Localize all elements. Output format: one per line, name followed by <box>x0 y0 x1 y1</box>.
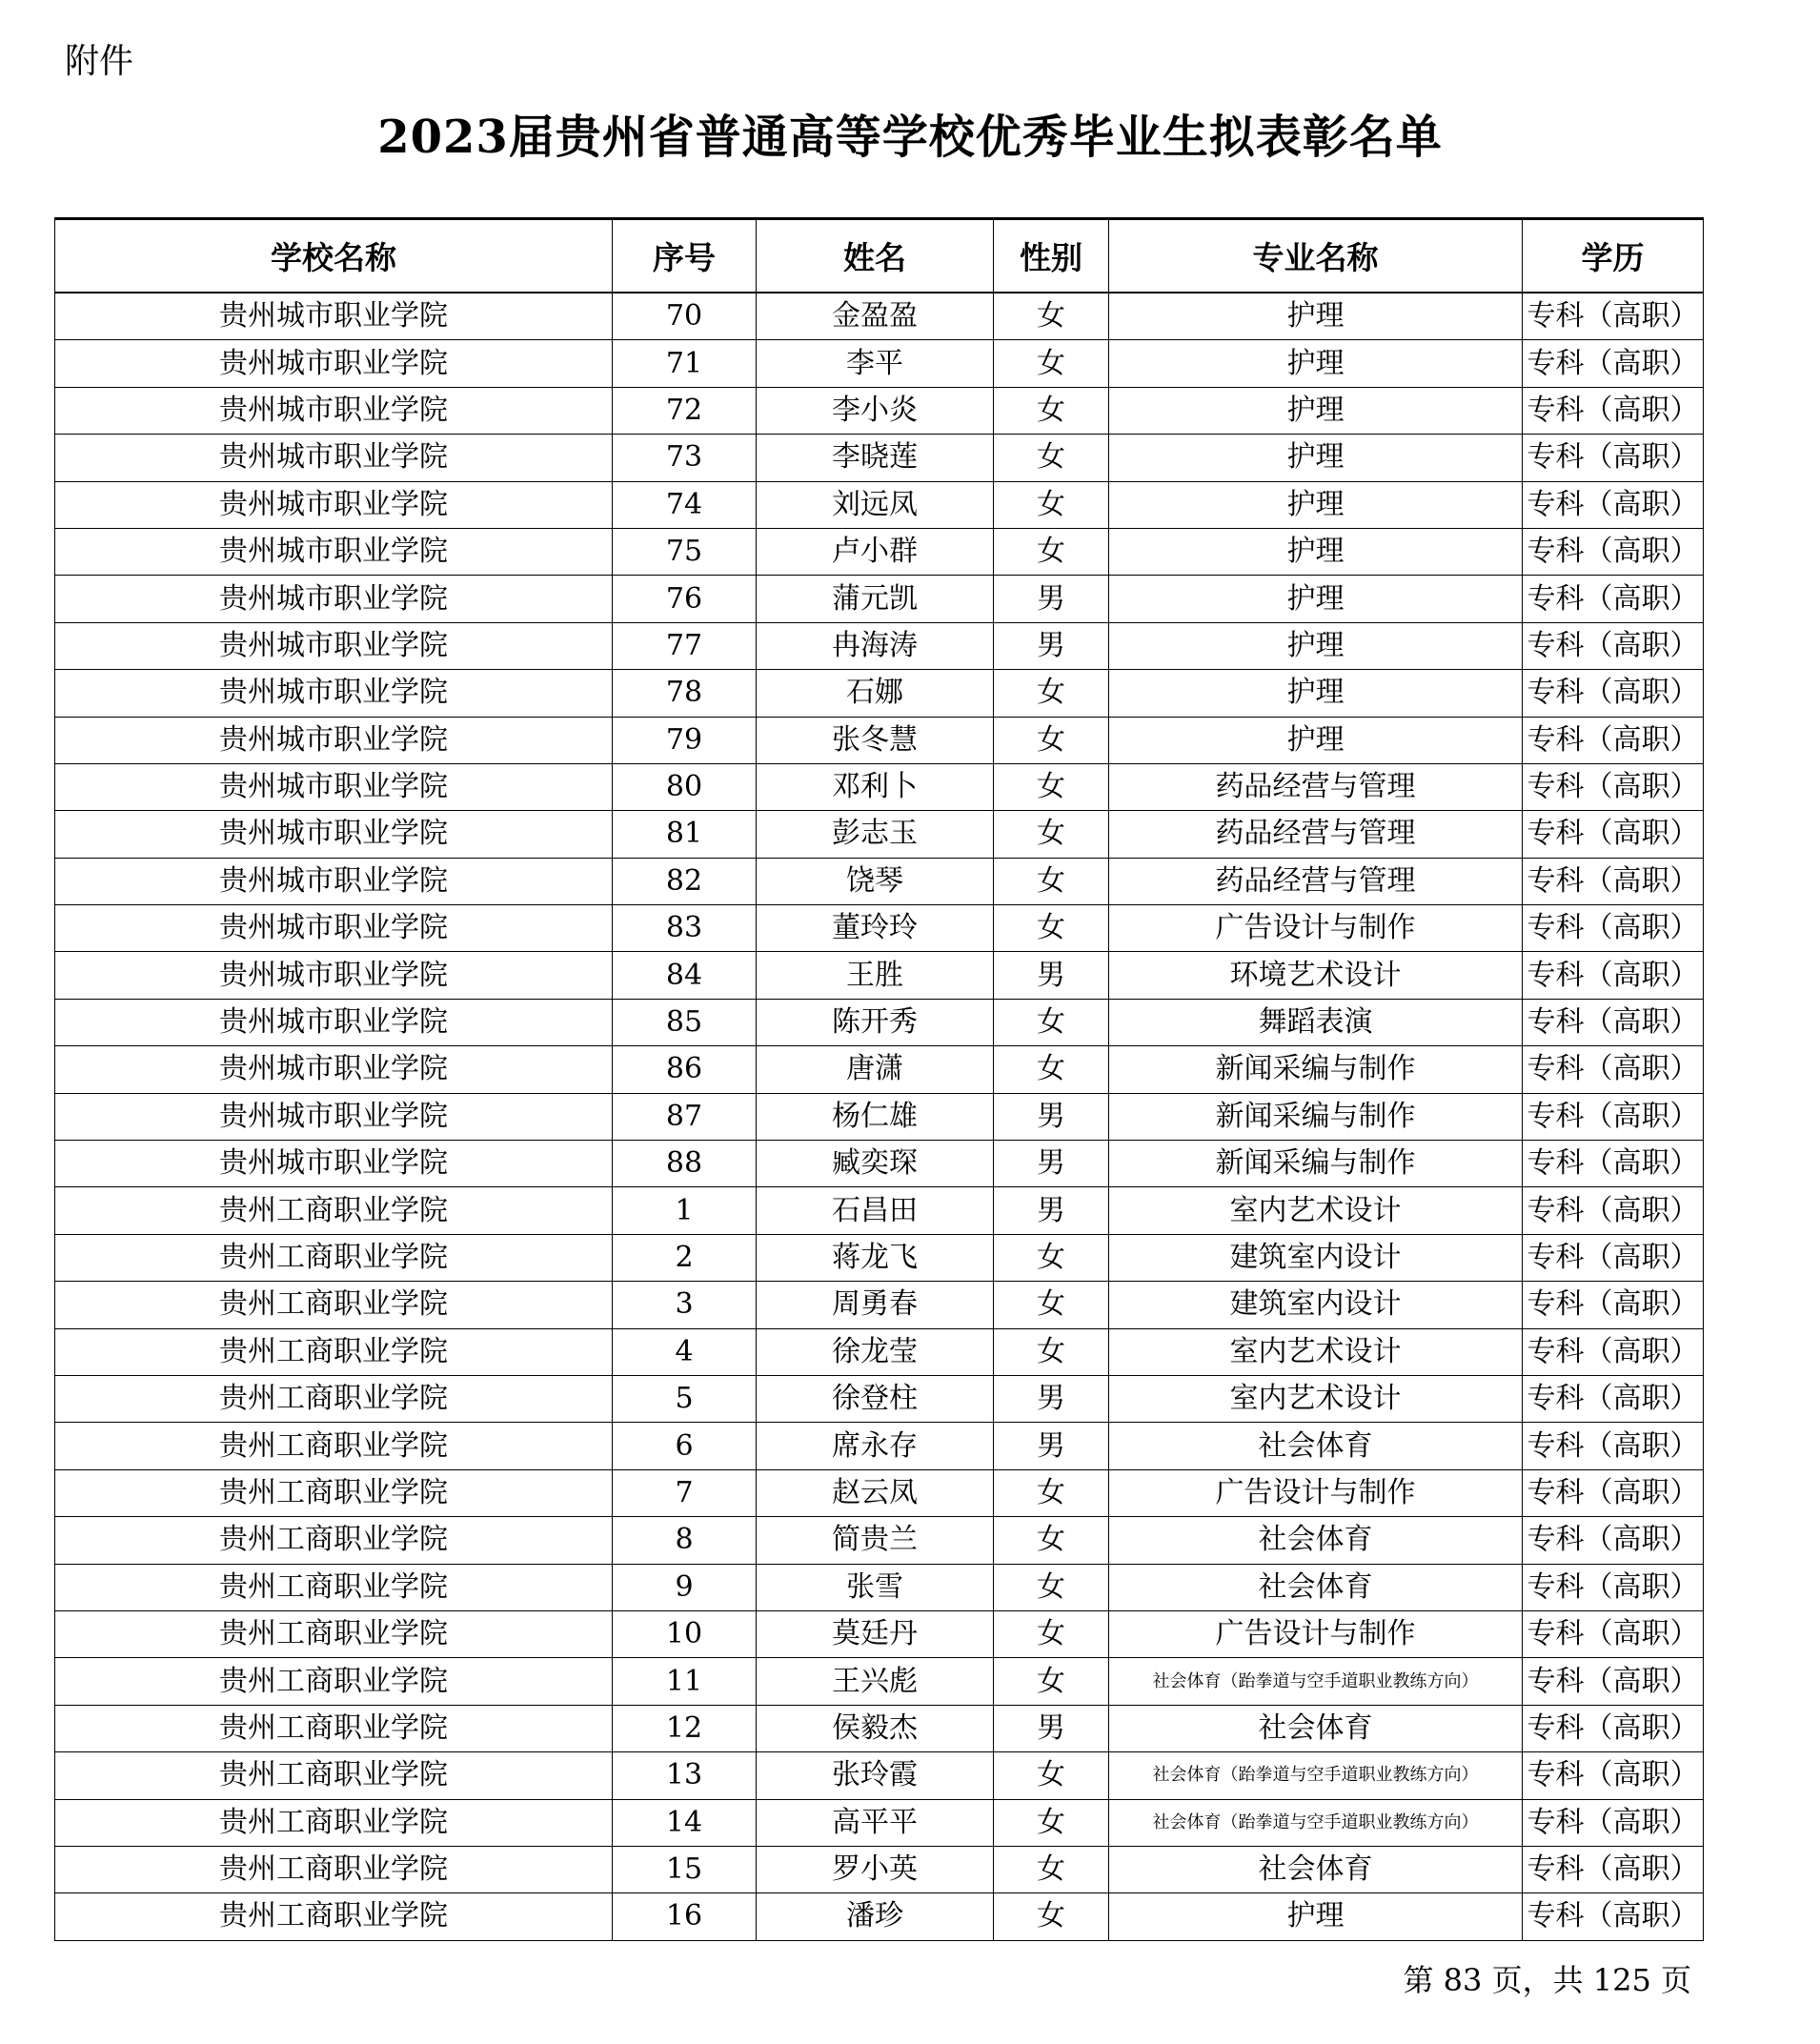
table-row <box>55 1658 1704 1705</box>
gender-cell: 男 <box>994 952 1109 999</box>
major-cell: 护理 <box>1109 622 1523 669</box>
gender-cell: 女 <box>994 858 1109 904</box>
table-row <box>55 1752 1704 1799</box>
table-row <box>55 952 1704 999</box>
name-cell: 张雪 <box>757 1564 994 1610</box>
serial-cell: 16 <box>613 1893 757 1940</box>
name-cell: 徐登柱 <box>757 1375 994 1422</box>
education-cell: 专科（高职） <box>1523 1093 1704 1140</box>
school-cell: 贵州工商职业学院 <box>55 1799 613 1846</box>
gender-cell: 男 <box>994 1375 1109 1422</box>
table-row <box>55 481 1704 528</box>
gender-cell: 女 <box>994 1046 1109 1093</box>
serial-cell: 6 <box>613 1423 757 1469</box>
education-cell: 专科（高职） <box>1523 999 1704 1045</box>
serial-cell: 15 <box>613 1846 757 1892</box>
table-row <box>55 1893 1704 1940</box>
serial-cell: 70 <box>613 293 757 340</box>
serial-cell: 75 <box>613 528 757 575</box>
major-cell: 广告设计与制作 <box>1109 905 1523 952</box>
education-cell: 专科（高职） <box>1523 481 1704 528</box>
serial-cell: 12 <box>613 1705 757 1751</box>
serial-cell: 10 <box>613 1610 757 1657</box>
major-cell: 广告设计与制作 <box>1109 1610 1523 1657</box>
gender-cell: 女 <box>994 1799 1109 1846</box>
name-cell: 王兴彪 <box>757 1658 994 1705</box>
school-cell: 贵州城市职业学院 <box>55 1141 613 1187</box>
education-cell: 专科（高职） <box>1523 387 1704 434</box>
major-cell: 建筑室内设计 <box>1109 1282 1523 1328</box>
name-cell: 高平平 <box>757 1799 994 1846</box>
major-cell: 社会体育 <box>1109 1705 1523 1751</box>
school-cell: 贵州工商职业学院 <box>55 1282 613 1328</box>
serial-cell: 80 <box>613 763 757 810</box>
serial-cell: 77 <box>613 622 757 669</box>
name-cell: 蒲元凯 <box>757 576 994 622</box>
table-row <box>55 576 1704 622</box>
gender-cell: 女 <box>994 1234 1109 1281</box>
gender-cell: 女 <box>994 999 1109 1045</box>
school-cell: 贵州城市职业学院 <box>55 999 613 1045</box>
education-cell: 专科（高职） <box>1523 576 1704 622</box>
serial-cell: 78 <box>613 670 757 717</box>
name-cell: 臧奕琛 <box>757 1141 994 1187</box>
table-header-row <box>55 219 1704 293</box>
major-cell: 新闻采编与制作 <box>1109 1046 1523 1093</box>
major-cell: 社会体育 <box>1109 1846 1523 1892</box>
name-cell: 李小炎 <box>757 387 994 434</box>
serial-cell: 1 <box>613 1187 757 1234</box>
serial-cell: 5 <box>613 1375 757 1422</box>
table-row <box>55 717 1704 763</box>
major-cell: 药品经营与管理 <box>1109 811 1523 858</box>
name-cell: 侯毅杰 <box>757 1705 994 1751</box>
education-cell: 专科（高职） <box>1523 1893 1704 1940</box>
education-cell: 专科（高职） <box>1523 1658 1704 1705</box>
school-cell: 贵州城市职业学院 <box>55 387 613 434</box>
serial-cell: 72 <box>613 387 757 434</box>
education-cell: 专科（高职） <box>1523 763 1704 810</box>
serial-cell: 7 <box>613 1469 757 1516</box>
header-school-name: 学校名称 <box>55 219 613 293</box>
serial-cell: 73 <box>613 435 757 481</box>
education-cell: 专科（高职） <box>1523 858 1704 904</box>
gender-cell: 女 <box>994 905 1109 952</box>
gender-cell: 女 <box>994 1469 1109 1516</box>
school-cell: 贵州城市职业学院 <box>55 1093 613 1140</box>
major-cell: 护理 <box>1109 528 1523 575</box>
school-cell: 贵州城市职业学院 <box>55 952 613 999</box>
serial-cell: 8 <box>613 1517 757 1564</box>
school-cell: 贵州城市职业学院 <box>55 528 613 575</box>
table-row <box>55 1469 1704 1516</box>
serial-cell: 81 <box>613 811 757 858</box>
gender-cell: 女 <box>994 387 1109 434</box>
name-cell: 卢小群 <box>757 528 994 575</box>
education-cell: 专科（高职） <box>1523 435 1704 481</box>
school-cell: 贵州城市职业学院 <box>55 340 613 387</box>
name-cell: 陈开秀 <box>757 999 994 1045</box>
major-cell: 护理 <box>1109 481 1523 528</box>
serial-cell: 83 <box>613 905 757 952</box>
major-cell: 护理 <box>1109 340 1523 387</box>
table-row <box>55 1187 1704 1234</box>
school-cell: 贵州工商职业学院 <box>55 1517 613 1564</box>
gender-cell: 男 <box>994 622 1109 669</box>
major-cell: 新闻采编与制作 <box>1109 1093 1523 1140</box>
attachment-label: 附件 <box>65 42 134 81</box>
major-cell: 建筑室内设计 <box>1109 1234 1523 1281</box>
gender-cell: 女 <box>994 1610 1109 1657</box>
name-cell: 王胜 <box>757 952 994 999</box>
serial-cell: 84 <box>613 952 757 999</box>
school-cell: 贵州工商职业学院 <box>55 1752 613 1799</box>
serial-cell: 76 <box>613 576 757 622</box>
education-cell: 专科（高职） <box>1523 1846 1704 1892</box>
name-cell: 邓利卜 <box>757 763 994 810</box>
gender-cell: 男 <box>994 1141 1109 1187</box>
gender-cell: 女 <box>994 763 1109 810</box>
name-cell: 唐潇 <box>757 1046 994 1093</box>
education-cell: 专科（高职） <box>1523 1328 1704 1375</box>
header-gender: 性别 <box>994 219 1109 293</box>
table-row <box>55 1141 1704 1187</box>
page-number: 第 83 页，共 125 页 <box>1403 1962 1691 1998</box>
major-cell: 护理 <box>1109 1893 1523 1940</box>
school-cell: 贵州城市职业学院 <box>55 435 613 481</box>
school-cell: 贵州工商职业学院 <box>55 1893 613 1940</box>
education-cell: 专科（高职） <box>1523 1375 1704 1422</box>
school-cell: 贵州城市职业学院 <box>55 811 613 858</box>
table-row <box>55 1705 1704 1751</box>
table-row <box>55 387 1704 434</box>
gender-cell: 男 <box>994 1705 1109 1751</box>
gender-cell: 男 <box>994 1187 1109 1234</box>
header-serial-number: 序号 <box>613 219 757 293</box>
school-cell: 贵州城市职业学院 <box>55 763 613 810</box>
education-cell: 专科（高职） <box>1523 1046 1704 1093</box>
education-cell: 专科（高职） <box>1523 811 1704 858</box>
education-cell: 专科（高职） <box>1523 670 1704 717</box>
table-row <box>55 1517 1704 1564</box>
table-row <box>55 811 1704 858</box>
gender-cell: 男 <box>994 1093 1109 1140</box>
table-row <box>55 1375 1704 1422</box>
table-body <box>55 293 1704 1940</box>
header-major: 专业名称 <box>1109 219 1523 293</box>
education-cell: 专科（高职） <box>1523 1234 1704 1281</box>
major-cell: 新闻采编与制作 <box>1109 1141 1523 1187</box>
gender-cell: 女 <box>994 1658 1109 1705</box>
major-cell: 社会体育（跆拳道与空手道职业教练方向） <box>1109 1752 1523 1799</box>
name-cell: 蒋龙飞 <box>757 1234 994 1281</box>
serial-cell: 74 <box>613 481 757 528</box>
major-cell: 社会体育（跆拳道与空手道职业教练方向） <box>1109 1658 1523 1705</box>
major-cell: 药品经营与管理 <box>1109 763 1523 810</box>
school-cell: 贵州工商职业学院 <box>55 1564 613 1610</box>
education-cell: 专科（高职） <box>1523 1799 1704 1846</box>
name-cell: 席永存 <box>757 1423 994 1469</box>
table-row <box>55 1282 1704 1328</box>
name-cell: 简贵兰 <box>757 1517 994 1564</box>
name-cell: 罗小英 <box>757 1846 994 1892</box>
gender-cell: 女 <box>994 1328 1109 1375</box>
school-cell: 贵州城市职业学院 <box>55 293 613 340</box>
serial-cell: 13 <box>613 1752 757 1799</box>
name-cell: 张玲霞 <box>757 1752 994 1799</box>
education-cell: 专科（高职） <box>1523 1610 1704 1657</box>
name-cell: 饶琴 <box>757 858 994 904</box>
serial-cell: 14 <box>613 1799 757 1846</box>
education-cell: 专科（高职） <box>1523 622 1704 669</box>
education-cell: 专科（高职） <box>1523 717 1704 763</box>
education-cell: 专科（高职） <box>1523 1752 1704 1799</box>
gender-cell: 女 <box>994 1893 1109 1940</box>
major-cell: 室内艺术设计 <box>1109 1375 1523 1422</box>
serial-cell: 86 <box>613 1046 757 1093</box>
serial-cell: 82 <box>613 858 757 904</box>
table-row <box>55 1093 1704 1140</box>
school-cell: 贵州城市职业学院 <box>55 622 613 669</box>
gender-cell: 女 <box>994 811 1109 858</box>
education-cell: 专科（高职） <box>1523 1141 1704 1187</box>
gender-cell: 女 <box>994 481 1109 528</box>
school-cell: 贵州工商职业学院 <box>55 1423 613 1469</box>
gender-cell: 女 <box>994 435 1109 481</box>
gender-cell: 男 <box>994 1423 1109 1469</box>
school-cell: 贵州工商职业学院 <box>55 1375 613 1422</box>
gender-cell: 女 <box>994 670 1109 717</box>
table-row <box>55 763 1704 810</box>
school-cell: 贵州工商职业学院 <box>55 1705 613 1751</box>
name-cell: 莫廷丹 <box>757 1610 994 1657</box>
major-cell: 室内艺术设计 <box>1109 1328 1523 1375</box>
serial-cell: 79 <box>613 717 757 763</box>
education-cell: 专科（高职） <box>1523 1282 1704 1328</box>
name-cell: 李晓莲 <box>757 435 994 481</box>
gender-cell: 女 <box>994 717 1109 763</box>
table-row <box>55 1564 1704 1610</box>
education-cell: 专科（高职） <box>1523 340 1704 387</box>
major-cell: 舞蹈表演 <box>1109 999 1523 1045</box>
serial-cell: 3 <box>613 1282 757 1328</box>
name-cell: 徐龙莹 <box>757 1328 994 1375</box>
major-cell: 社会体育 <box>1109 1423 1523 1469</box>
table-row <box>55 1046 1704 1093</box>
school-cell: 贵州城市职业学院 <box>55 858 613 904</box>
gender-cell: 男 <box>994 576 1109 622</box>
name-cell: 周勇春 <box>757 1282 994 1328</box>
school-cell: 贵州工商职业学院 <box>55 1328 613 1375</box>
serial-cell: 2 <box>613 1234 757 1281</box>
name-cell: 石昌田 <box>757 1187 994 1234</box>
name-cell: 董玲玲 <box>757 905 994 952</box>
major-cell: 护理 <box>1109 435 1523 481</box>
table-row <box>55 435 1704 481</box>
education-cell: 专科（高职） <box>1523 1705 1704 1751</box>
education-cell: 专科（高职） <box>1523 1187 1704 1234</box>
name-cell: 冉海涛 <box>757 622 994 669</box>
serial-cell: 11 <box>613 1658 757 1705</box>
table-row <box>55 670 1704 717</box>
table-row <box>55 1328 1704 1375</box>
major-cell: 社会体育 <box>1109 1517 1523 1564</box>
name-cell: 潘珍 <box>757 1893 994 1940</box>
table-row <box>55 528 1704 575</box>
major-cell: 药品经营与管理 <box>1109 858 1523 904</box>
document-title: 2023届贵州省普通高等学校优秀毕业生拟表彰名单 <box>377 111 1443 164</box>
major-cell: 护理 <box>1109 717 1523 763</box>
gender-cell: 女 <box>994 340 1109 387</box>
gender-cell: 女 <box>994 1752 1109 1799</box>
education-cell: 专科（高职） <box>1523 528 1704 575</box>
school-cell: 贵州城市职业学院 <box>55 717 613 763</box>
table-row <box>55 1423 1704 1469</box>
school-cell: 贵州工商职业学院 <box>55 1610 613 1657</box>
education-cell: 专科（高职） <box>1523 293 1704 340</box>
serial-cell: 85 <box>613 999 757 1045</box>
table-row <box>55 1846 1704 1892</box>
gender-cell: 女 <box>994 1282 1109 1328</box>
serial-cell: 88 <box>613 1141 757 1187</box>
name-cell: 石娜 <box>757 670 994 717</box>
gender-cell: 女 <box>994 1564 1109 1610</box>
serial-cell: 4 <box>613 1328 757 1375</box>
education-cell: 专科（高职） <box>1523 952 1704 999</box>
name-cell: 张冬慧 <box>757 717 994 763</box>
school-cell: 贵州工商职业学院 <box>55 1846 613 1892</box>
header-student-name: 姓名 <box>757 219 994 293</box>
table-row <box>55 999 1704 1045</box>
serial-cell: 71 <box>613 340 757 387</box>
education-cell: 专科（高职） <box>1523 905 1704 952</box>
school-cell: 贵州工商职业学院 <box>55 1469 613 1516</box>
table-row <box>55 1799 1704 1846</box>
name-cell: 赵云凤 <box>757 1469 994 1516</box>
gender-cell: 女 <box>994 1846 1109 1892</box>
major-cell: 社会体育（跆拳道与空手道职业教练方向） <box>1109 1799 1523 1846</box>
major-cell: 社会体育 <box>1109 1564 1523 1610</box>
table-row <box>55 293 1704 340</box>
honoree-table <box>54 217 1704 1941</box>
education-cell: 专科（高职） <box>1523 1469 1704 1516</box>
school-cell: 贵州城市职业学院 <box>55 576 613 622</box>
table-row <box>55 858 1704 904</box>
gender-cell: 女 <box>994 293 1109 340</box>
header-education: 学历 <box>1523 219 1704 293</box>
school-cell: 贵州工商职业学院 <box>55 1234 613 1281</box>
major-cell: 护理 <box>1109 293 1523 340</box>
name-cell: 杨仁雄 <box>757 1093 994 1140</box>
school-cell: 贵州工商职业学院 <box>55 1658 613 1705</box>
major-cell: 护理 <box>1109 576 1523 622</box>
education-cell: 专科（高职） <box>1523 1517 1704 1564</box>
table-row <box>55 1610 1704 1657</box>
school-cell: 贵州工商职业学院 <box>55 1187 613 1234</box>
education-cell: 专科（高职） <box>1523 1564 1704 1610</box>
name-cell: 金盈盈 <box>757 293 994 340</box>
gender-cell: 女 <box>994 528 1109 575</box>
school-cell: 贵州城市职业学院 <box>55 670 613 717</box>
major-cell: 广告设计与制作 <box>1109 1469 1523 1516</box>
serial-cell: 9 <box>613 1564 757 1610</box>
name-cell: 李平 <box>757 340 994 387</box>
major-cell: 护理 <box>1109 387 1523 434</box>
name-cell: 刘远凤 <box>757 481 994 528</box>
major-cell: 室内艺术设计 <box>1109 1187 1523 1234</box>
major-cell: 护理 <box>1109 670 1523 717</box>
table-row <box>55 340 1704 387</box>
table-row <box>55 905 1704 952</box>
school-cell: 贵州城市职业学院 <box>55 1046 613 1093</box>
school-cell: 贵州城市职业学院 <box>55 905 613 952</box>
name-cell: 彭志玉 <box>757 811 994 858</box>
gender-cell: 女 <box>994 1517 1109 1564</box>
school-cell: 贵州城市职业学院 <box>55 481 613 528</box>
table-row <box>55 622 1704 669</box>
education-cell: 专科（高职） <box>1523 1423 1704 1469</box>
table-row <box>55 1234 1704 1281</box>
serial-cell: 87 <box>613 1093 757 1140</box>
major-cell: 环境艺术设计 <box>1109 952 1523 999</box>
